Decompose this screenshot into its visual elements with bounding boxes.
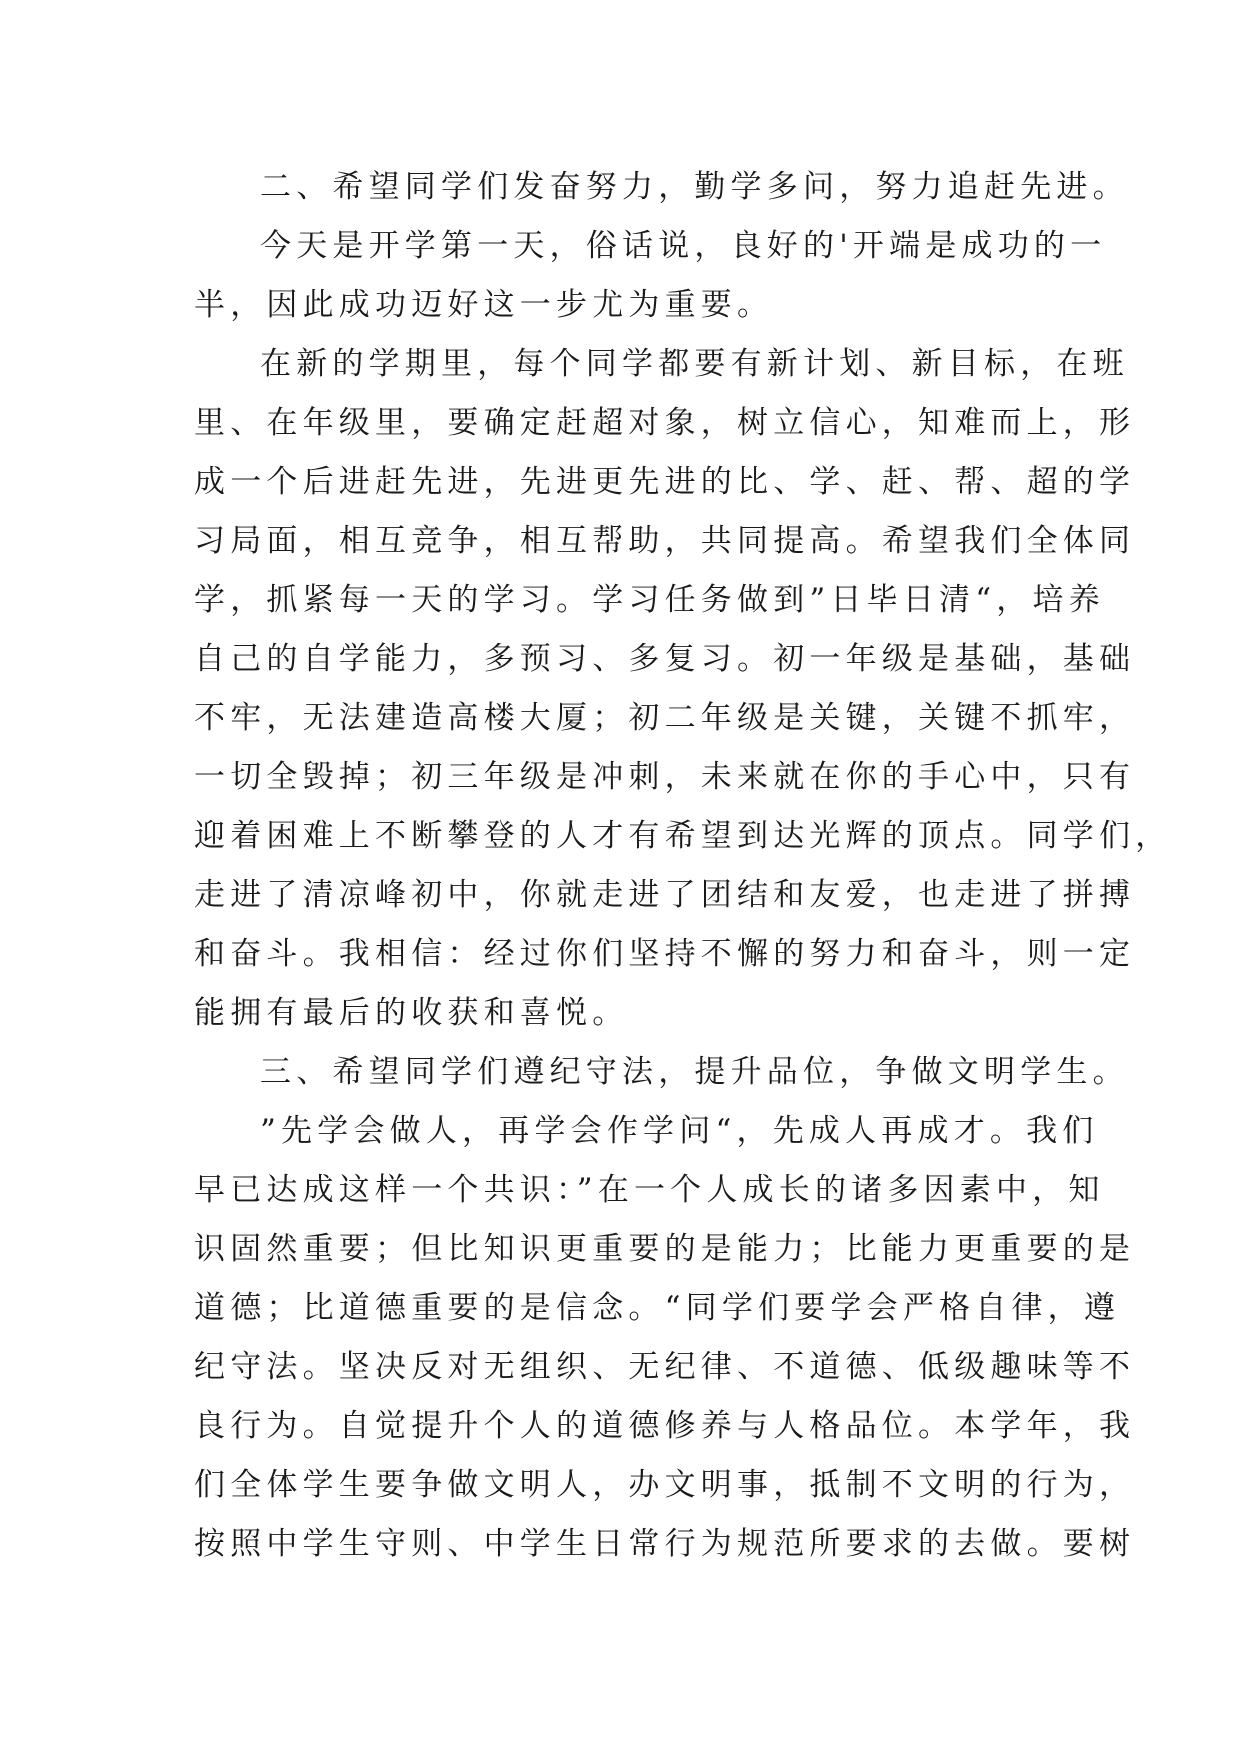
paragraph-line: 们全体学生要争做文明人，办文明事，抵制不文明的行为， [194, 1467, 1136, 1503]
paragraph-line: 在新的学期里，每个同学都要有新计划、新目标，在班 [260, 346, 1129, 382]
paragraph-line: 良行为。自觉提升个人的道德修养与人格品位。本学年，我 [194, 1408, 1136, 1444]
heading-section-two: 二、希望同学们发奋努力，勤学多问，努力追赶先进。 [260, 169, 1129, 205]
heading-section-three: 三、希望同学们遵纪守法，提升品位，争做文明学生。 [260, 1054, 1129, 1090]
paragraph-line: 今天是开学第一天，俗话说，良好的'开端是成功的一 [260, 228, 1107, 264]
paragraph-line: ”先学会做人，再学会作学问“，先成人再成才。我们 [260, 1113, 1099, 1149]
paragraph-line: 能拥有最后的收获和喜悦。 [194, 995, 629, 1031]
paragraph-line: 习局面，相互竞争，相互帮助，共同提高。希望我们全体同 [194, 523, 1136, 559]
paragraph-line: 一切全毁掉；初三年级是冲刺，未来就在你的手心中，只有 [194, 759, 1136, 795]
paragraph-line: 学，抓紧每一天的学习。学习任务做到”日毕日清“，培养 [194, 582, 1105, 618]
paragraph-line: 半，因此成功迈好这一步尤为重要。 [194, 287, 774, 323]
paragraph-line: 不牢，无法建造高楼大厦；初二年级是关键，关键不抓牢， [194, 700, 1136, 736]
paragraph-line: 识固然重要；但比知识更重要的是能力；比能力更重要的是 [194, 1231, 1136, 1267]
paragraph-line: 自己的自学能力，多预习、多复习。初一年级是基础，基础 [194, 641, 1136, 677]
paragraph-line: 早已达成这样一个共识：”在一个人成长的诸多因素中，知 [194, 1172, 1105, 1208]
paragraph-line: 纪守法。坚决反对无组织、无纪律、不道德、低级趣味等不 [194, 1349, 1136, 1385]
paragraph-line: 和奋斗。我相信：经过你们坚持不懈的努力和奋斗，则一定 [194, 936, 1136, 972]
paragraph-line: 成一个后进赶先进，先进更先进的比、学、赶、帮、超的学 [194, 464, 1136, 500]
paragraph-line: 按照中学生守则、中学生日常行为规范所要求的去做。要树 [194, 1526, 1136, 1562]
paragraph-line: 道德；比道德重要的是信念。“同学们要学会严格自律，遵 [194, 1290, 1121, 1326]
paragraph-line: 里、在年级里，要确定赶超对象，树立信心，知难而上，形 [194, 405, 1136, 441]
paragraph-line: 迎着困难上不断攀登的人才有希望到达光辉的顶点。同学们， [194, 818, 1172, 854]
paragraph-line: 走进了清凉峰初中，你就走进了团结和友爱，也走进了拼搏 [194, 877, 1136, 913]
